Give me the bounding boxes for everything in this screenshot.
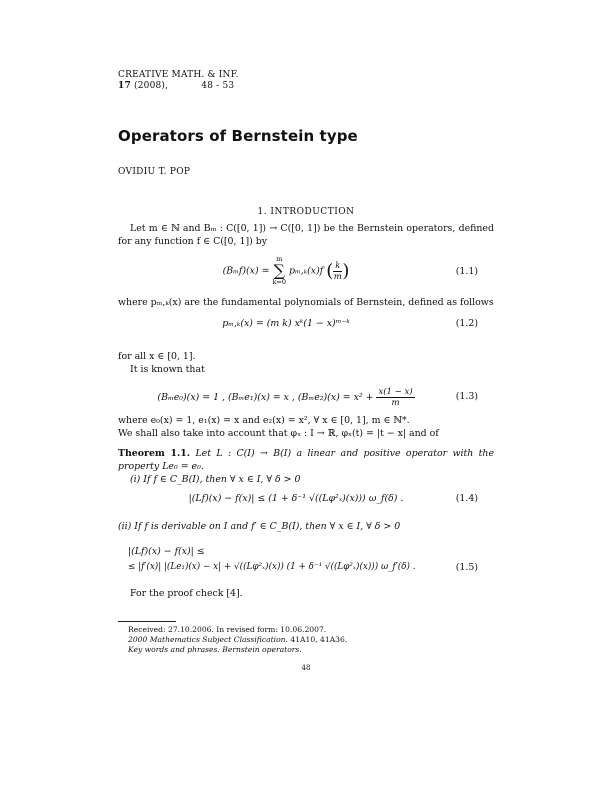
theorem-label: Theorem 1.1. [118,448,191,459]
paragraph-test-functions: where e₀(x) = 1, e₁(x) = x and e₂(x) = x², ∀ x ∈ [0, 1], m ∈ ℕ*. [118,415,410,426]
eq-number-1-5: (1.5) [455,562,478,573]
sum-lower: k=0 [272,278,286,286]
paragraph-intro: Let m ∈ ℕ and Bₘ : C([0, 1]) → C([0, 1]) be the Bernstein operators, defined for any function f ∈ C([0, 1]) by [118,223,494,247]
keywords-label: Key words and phrases. [128,645,220,654]
eq-1-5-body: ≤ |f′(x)| |(Le₁)(x) − x| + √((Lφ²ₓ)(x)) (1 + δ⁻¹ √((Lφ²ₓ)(x))) ω_f′(δ) . [128,562,416,572]
theorem-item-i: (i) If f ∈ C_B(I), then ∀ x ∈ I, ∀ δ > 0 [130,474,301,485]
journal-name: CREATIVE MATH. & INF. [118,70,239,80]
equation-1-5-line-1: |(Lf)(x) − f(x)| ≤ [128,546,205,557]
paragraph-domain: for all x ∈ [0, 1]. [118,351,196,362]
section-heading: 1. INTRODUCTION [257,207,355,217]
journal-pages: 48 - 53 [201,81,235,91]
equation-1-2 [118,318,494,344]
eq-1-4-body: |(Lf)(x) − f(x)| ≤ (1 + δ⁻¹ √((Lφ²ₓ)(x))) ω_f(δ) . [188,493,404,504]
journal-volume: 17 [118,81,131,91]
eq-number-1-3: (1.3) [455,391,478,402]
eq-1-1-fraction: $\frac{k}{m}$ [333,260,342,282]
equation-1-3 [118,383,494,413]
eq-1-3-body: (Bₘe₀)(x) = 1 , (Bₘe₁)(x) = x , (Bₘe₂)(x) = x² + [157,392,374,403]
msc-label: 2000 Mathematics Subject Classification. [128,635,288,644]
journal-volume-line [118,81,239,92]
keywords: Bernstein operators. [222,645,302,654]
theorem-statement: Let L : C(I) → B(I) a linear and positive operator with the property Le₀ = e₀. [118,448,495,472]
equation-1-5 [118,562,494,588]
eq-1-2-body: pₘ,ₖ(x) = (m k) xᵏ(1 − x)ᵐ⁻ᵏ [222,318,350,329]
eq-number-1-1: (1.1) [455,266,478,277]
theorem-1-1 [118,447,494,473]
author-name: OVIDIU T. POP [118,167,191,177]
journal-header [118,70,239,92]
equation-1-1: (Bₘf)(x) = m ∑ k=0 pₘ,ₖ(x)f ( $\frac{k}{m}$ ) (1.1) [222,255,478,286]
eq-1-1-rhs: pₘ,ₖ(x)f [288,265,324,277]
msc-codes: 41A10, 41A36. [290,635,348,644]
eq-1-1-lhs: (Bₘf)(x) = [222,265,270,277]
footnote-rule [118,621,176,622]
eq-number-1-4: (1.4) [455,493,478,504]
paragraph-known: It is known that [130,364,205,375]
sum-symbol: m ∑ k=0 [272,255,286,286]
equation-1-4 [118,493,494,519]
footnote-received: Received: 27.10.2006. In revised form: 10.06.2007. [128,625,327,634]
proof-reference: For the proof check [4]. [130,588,243,599]
sum-upper: m [276,255,283,263]
paragraph-polynomials: where pₘ,ₖ(x) are the fundamental polynomials of Bernstein, defined as follows [118,297,494,308]
paragraph-phi: We shall also take into account that φₓ : I → ℝ, φₓ(t) = |t − x| and of [118,428,439,439]
eq-number-1-2: (1.2) [455,318,478,329]
footnote-keywords [128,645,488,656]
theorem-item-ii: (ii) If f is derivable on I and f′ ∈ C_B(I), then ∀ x ∈ I, ∀ δ > 0 [118,521,401,532]
page-number: 48 [301,664,311,672]
footnote-msc [128,635,488,646]
journal-year: (2008), [134,81,169,91]
eq-1-3-fraction: $\frac{x(1 - x)}{m}$ [378,387,413,408]
paper-title: Operators of Bernstein type [118,127,358,145]
